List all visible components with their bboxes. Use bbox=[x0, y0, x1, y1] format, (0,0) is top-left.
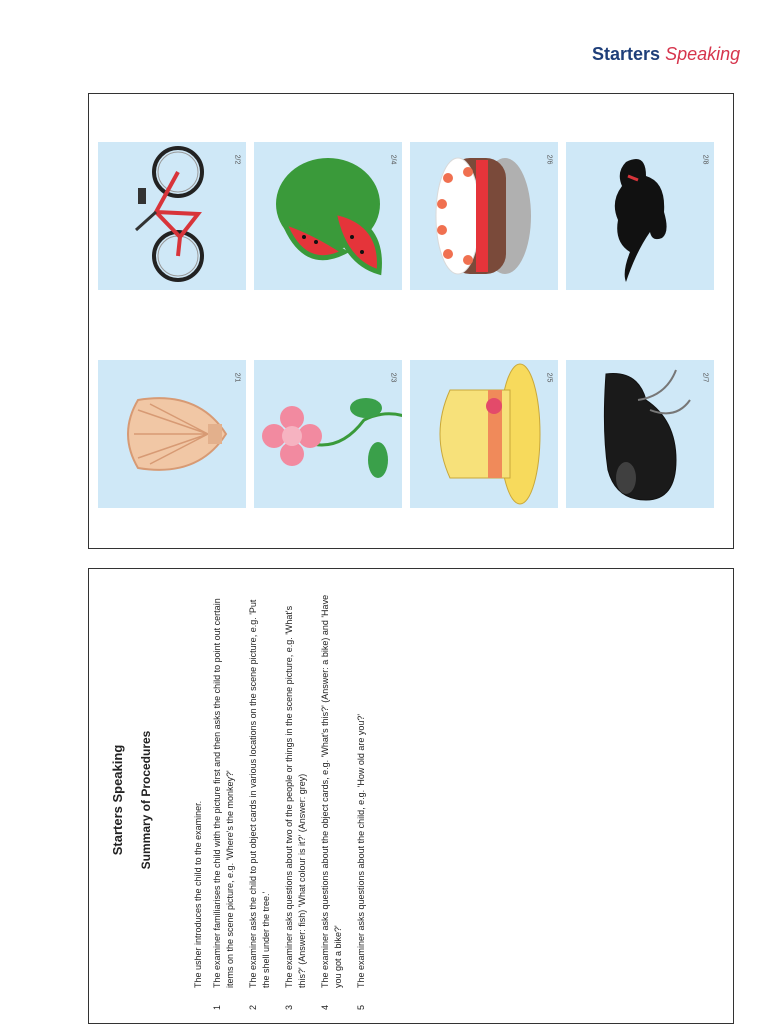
card-dog bbox=[566, 142, 714, 290]
card-bike bbox=[98, 142, 246, 290]
card-code: 2/7 bbox=[701, 372, 709, 383]
step-number: 4 bbox=[320, 1004, 330, 1010]
procedures-intro: The usher introduces the child to the examiner. bbox=[193, 800, 203, 988]
card-cake bbox=[410, 142, 558, 290]
step-text: The examiner asks questions about two of the people or things in the scene picture, e.g. 'What's this?' (Answer: fish) 'What colour is it?' (Answer: grey) bbox=[284, 605, 307, 988]
shell-icon bbox=[98, 360, 246, 508]
card-code: 2/1 bbox=[233, 372, 241, 383]
procedure-step bbox=[283, 590, 309, 1010]
card-code: 2/6 bbox=[545, 154, 553, 165]
procedures-panel bbox=[110, 590, 430, 1010]
step-text: The examiner familiarises the child with the picture first and then asks the child to point out certain items on the scene picture, e.g. 'Where's the monkey?' bbox=[212, 598, 235, 988]
card-hat bbox=[410, 360, 558, 508]
procedures-title: Starters Speaking bbox=[110, 744, 125, 856]
brand-speaking: Speaking bbox=[665, 44, 741, 64]
card-shell bbox=[98, 360, 246, 508]
brand-starters: Starters bbox=[592, 44, 661, 64]
bike-icon bbox=[98, 142, 246, 290]
card-flower bbox=[254, 360, 402, 508]
procedure-step bbox=[319, 590, 345, 1010]
card-code: 2/3 bbox=[389, 372, 397, 383]
procedures-subtitle: Summary of Procedures bbox=[139, 730, 153, 870]
step-number: 2 bbox=[248, 1004, 258, 1010]
card-watermelon bbox=[254, 142, 402, 290]
step-number: 3 bbox=[284, 1004, 294, 1010]
card-code: 2/4 bbox=[389, 154, 397, 165]
cake-icon bbox=[410, 142, 558, 290]
step-text: The examiner asks questions about the child, e.g. 'How old are you?' bbox=[356, 713, 366, 988]
watermelon-icon bbox=[254, 142, 402, 290]
procedure-step bbox=[211, 590, 237, 1010]
card-shoe bbox=[566, 360, 714, 508]
step-text: The examiner asks questions about the object cards, e.g. 'What's this?' (Answer: a bike) and 'Have you got a bike?' bbox=[320, 594, 343, 988]
dog-icon bbox=[566, 142, 714, 290]
hat-icon bbox=[410, 360, 558, 508]
procedure-step bbox=[247, 590, 273, 1010]
card-code: 2/8 bbox=[701, 154, 709, 165]
card-code: 2/5 bbox=[545, 372, 553, 383]
step-text: The examiner asks the child to put object cards in various locations on the scene picture, e.g. 'Put the shell under the tree.' bbox=[248, 599, 271, 988]
flower-icon bbox=[254, 360, 402, 508]
card-code: 2/2 bbox=[233, 154, 241, 165]
procedure-step bbox=[355, 590, 368, 1010]
brand-logo bbox=[592, 44, 740, 65]
step-number: 5 bbox=[356, 1004, 366, 1010]
shoe-icon bbox=[566, 360, 714, 508]
step-number: 1 bbox=[212, 1004, 222, 1010]
